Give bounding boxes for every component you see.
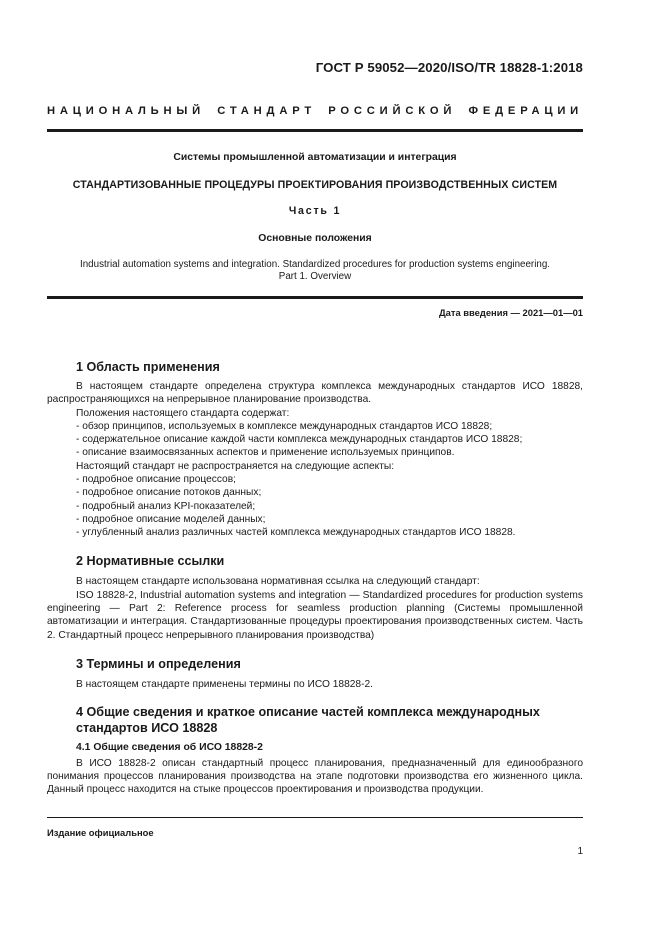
list-item: - описание взаимосвязанных аспектов и применение используемых принципов. bbox=[76, 447, 455, 458]
header-divider bbox=[47, 129, 583, 132]
section-4-heading bbox=[76, 704, 540, 736]
official-edition-label: Издание официальное bbox=[47, 827, 154, 838]
list-item: - обзор принципов, используемых в комплексе международных стандартов ИСО 18828; bbox=[76, 421, 493, 432]
section-1-heading: 1 Область применения bbox=[76, 360, 220, 374]
standard-identifier: ГОСТ Р 59052—2020/ISO/TR 18828-1:2018 bbox=[315, 60, 583, 75]
section-4-heading-line-2: стандартов ИСО 18828 bbox=[76, 721, 218, 735]
page-number: 1 bbox=[577, 846, 583, 857]
subtitle: Основные положения bbox=[258, 233, 372, 244]
english-title bbox=[47, 259, 583, 283]
series-title: Системы промышленной автоматизации и интеграция bbox=[173, 152, 457, 163]
footer-divider bbox=[47, 817, 583, 818]
section-3-paragraph: В настоящем стандарте применены термины по ИСО 18828-2. bbox=[76, 679, 373, 690]
section-4-1-paragraph bbox=[47, 757, 583, 797]
section-1-excludes-intro: Настоящий стандарт не распространяется на следующие аспекты: bbox=[76, 461, 395, 472]
list-item: - подробный анализ KPI-показателей; bbox=[76, 501, 256, 512]
english-title-line-1: Industrial automation systems and integration. Standardized procedures for production systems engineering. bbox=[80, 259, 550, 270]
list-item: - подробное описание процессов; bbox=[76, 474, 236, 485]
section-4-1-heading: 4.1 Общие сведения об ИСО 18828-2 bbox=[76, 742, 263, 753]
list-item: - подробное описание потоков данных; bbox=[76, 487, 262, 498]
main-title: СТАНДАРТИЗОВАННЫЕ ПРОЦЕДУРЫ ПРОЕКТИРОВАНИЯ ПРОИЗВОДСТВЕННЫХ СИСТЕМ bbox=[72, 179, 558, 191]
english-title-line-2: Part 1. Overview bbox=[278, 271, 352, 282]
national-standard-banner: НАЦИОНАЛЬНЫЙ СТАНДАРТ РОССИЙСКОЙ ФЕДЕРАЦИИ bbox=[47, 105, 583, 117]
section-2-paragraph-2-text: ISO 18828-2, Industrial automation systems and integration — Standardized procedures for production systems engineering — Part 2: Reference process for seamless production planning (Системы промышленной автоматизации и интеграция. Стандартизованные процедуры проектирования производственных систем. Часть 2. Стандартный процесс непрерывного планирования производства) bbox=[47, 590, 583, 641]
list-item: - подробное описание моделей данных; bbox=[76, 514, 266, 525]
section-1-paragraph bbox=[47, 380, 583, 406]
section-1-contains-intro: Положения настоящего стандарта содержат: bbox=[76, 408, 290, 419]
section-4-heading-line-1: 4 Общие сведения и краткое описание частей комплекса международных bbox=[76, 705, 540, 719]
part-label: Часть 1 bbox=[288, 205, 342, 217]
section-2-heading: 2 Нормативные ссылки bbox=[76, 554, 225, 568]
list-item: - углубленный анализ различных частей комплекса международных стандартов ИСО 18828. bbox=[76, 527, 516, 538]
section-3-heading: 3 Термины и определения bbox=[76, 657, 241, 671]
introduction-date: Дата введения — 2021—01—01 bbox=[438, 307, 583, 318]
section-2-paragraph-1: В настоящем стандарте использована нормативная ссылка на следующий стандарт: bbox=[76, 576, 480, 587]
section-1-paragraph-text: В настоящем стандарте определена структура комплекса международных стандартов ИСО 18828, распространяющихся на непрерывное планирование производства. bbox=[47, 381, 583, 406]
section-4-1-paragraph-text: В ИСО 18828-2 описан стандартный процесс планирования, предназначенный для единообразного понимания процессов планирования производства на этапе подготовки производства его жизненного цикла. Данный процесс находится на стыке процессов проектирования и производства продукции. bbox=[47, 758, 583, 796]
section-2-paragraph-2 bbox=[47, 589, 583, 642]
title-divider bbox=[47, 296, 583, 299]
list-item: - содержательное описание каждой части комплекса международных стандартов ИСО 18828; bbox=[76, 434, 523, 445]
